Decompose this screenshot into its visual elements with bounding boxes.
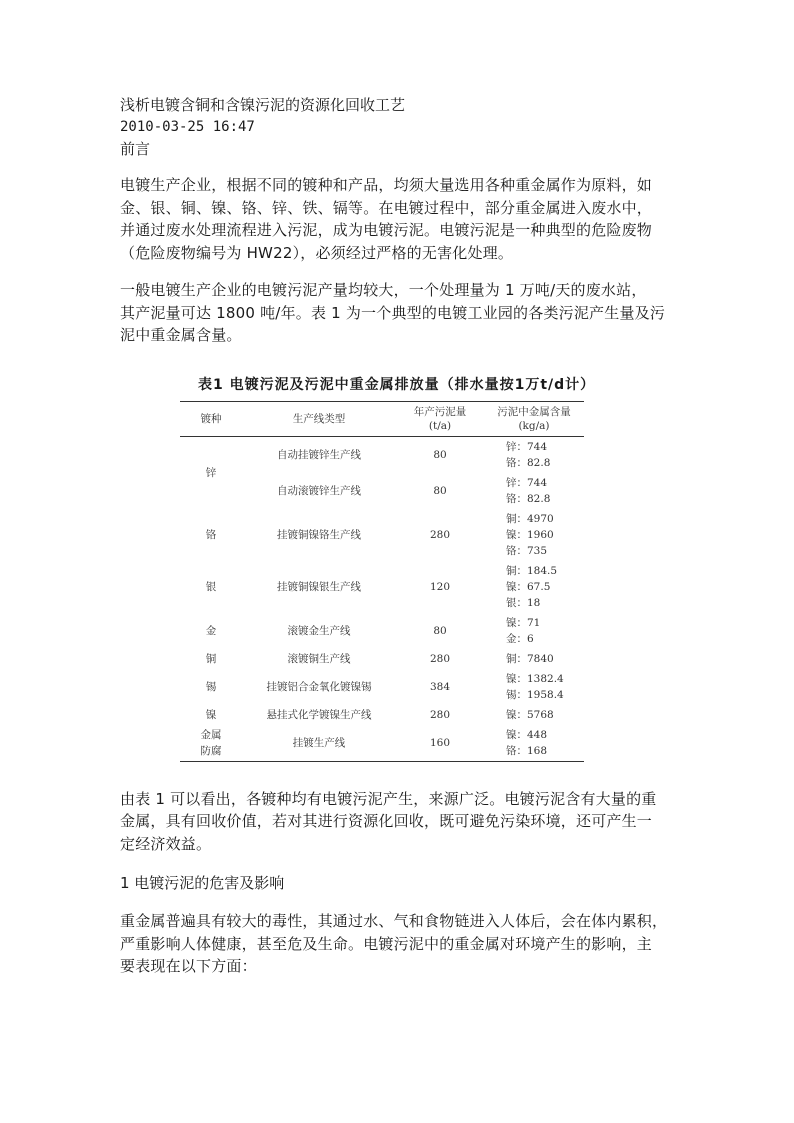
cell-plating: 银 <box>205 580 217 593</box>
cell-line-type: 挂镀铝合金氧化镀镍锡 <box>266 680 372 693</box>
paragraph-line: 金属，具有回收价值，若对其进行资源化回收，既可避免污染环境，还可产生一 <box>120 812 653 830</box>
header-sludge <box>396 401 484 436</box>
metal-entry: 镍：1960 <box>506 528 554 541</box>
paragraph-line: 电镀生产企业，根据不同的镀种和产品，均须大量选用各种重金属作为原料，如 <box>120 176 653 194</box>
cell-metal-content <box>484 561 584 613</box>
cell-metal-content <box>484 669 584 705</box>
paragraph-line: 严重影响人体健康，甚至危及生命。电镀污泥中的重金属对环境产生的影响，主 <box>120 934 653 953</box>
document-page <box>120 94 690 978</box>
metal-entry: 镍：448 <box>506 728 548 741</box>
cell-line-type: 挂镀生产线 <box>242 725 396 762</box>
metal-entry: 铬：168 <box>506 744 548 757</box>
paragraph-line: 一般电镀生产企业的电镀污泥产量均较大，一个处理量为 1 万吨/天的废水站， <box>120 281 647 299</box>
table-row <box>180 705 584 725</box>
metal-entry: 锌：744 <box>506 440 548 453</box>
metal-entry: 铜：4970 <box>506 512 554 525</box>
table-header-row <box>180 401 584 436</box>
paragraph-line: 金、银、铜、镍、铬、锌、铁、镉等。在电镀过程中，部分重金属进入废水中， <box>120 198 653 217</box>
cell-plating: 锌 <box>205 466 217 479</box>
cell-sludge: 384 <box>429 680 451 693</box>
table-body <box>180 436 584 761</box>
table-row <box>180 649 584 669</box>
paragraph-intro <box>120 174 690 264</box>
cell-metal-content <box>484 649 584 669</box>
table-row <box>180 613 584 649</box>
header-sludge-unit: (t/a) <box>428 419 452 432</box>
paragraph-hazards <box>120 910 690 978</box>
table-row <box>180 725 584 762</box>
metal-entry: 镍：1382.4 <box>506 672 564 685</box>
header-sludge-label: 年产污泥量 <box>413 405 467 418</box>
cell-line-type: 挂镀铜镍银生产线 <box>277 580 361 593</box>
cell-line-type: 自动挂镀锌生产线 <box>277 448 361 461</box>
cell-plating: 金 <box>205 624 217 637</box>
header-metal-label: 污泥中金属含量 <box>497 405 571 418</box>
article-datetime: 2010-03-25 16:47 <box>120 119 255 135</box>
article-title: 浅析电镀含铜和含镍污泥的资源化回收工艺 <box>120 96 406 114</box>
metal-entry: 铜：7840 <box>506 652 554 665</box>
section-heading: 1 电镀污泥的危害及影响 <box>120 874 285 892</box>
paragraph-line: 泥中重金属含量。 <box>120 326 242 344</box>
metal-entry: 银：18 <box>506 596 541 609</box>
paragraph-line: 并通过废水处理流程进入污泥，成为电镀污泥。电镀污泥是一种典型的危险废物 <box>120 221 653 239</box>
paragraph-line: 定经济效益。 <box>120 834 212 853</box>
cell-line-type: 悬挂式化学镀镍生产线 <box>266 708 372 721</box>
cell-metal-content <box>484 509 584 561</box>
table-row <box>180 561 584 613</box>
cell-metal-content <box>484 473 584 509</box>
paragraph-line: 由表 1 可以看出，各镀种均有电镀污泥产生，来源广泛。电镀污泥含有大量的重 <box>120 789 657 808</box>
cell-sludge: 80 <box>433 624 447 637</box>
cell-metal-content <box>484 705 584 725</box>
paragraph-line: 重金属普遍具有较大的毒性，其通过水、气和食物链进入人体后，会在体内累积， <box>120 912 668 930</box>
header-metal-unit: (kg/a) <box>518 419 550 432</box>
cell-sludge: 80 <box>433 484 447 497</box>
cell-sludge: 280 <box>429 708 451 721</box>
metal-entry: 铜：184.5 <box>506 564 558 577</box>
table-row <box>180 669 584 705</box>
cell-line-type: 自动滚镀锌生产线 <box>277 484 361 497</box>
cell-sludge: 280 <box>429 652 451 665</box>
header-plating: 镀种 <box>180 401 242 436</box>
metal-entry: 铬：82.8 <box>506 492 551 505</box>
cell-sludge: 280 <box>429 528 451 541</box>
table-row <box>180 436 584 473</box>
metal-entry: 铬：82.8 <box>506 456 551 469</box>
paragraph-line: 其产泥量可达 1800 吨/年。表 1 为一个典型的电镀工业园的各类污泥产生量及污 <box>120 303 666 322</box>
sludge-table <box>180 401 584 762</box>
cell-line-type: 滚镀铜生产线 <box>287 652 351 665</box>
cell-line-type: 滚镀金生产线 <box>287 624 351 637</box>
cell-plating: 铬 <box>205 528 217 541</box>
cell-plating: 铜 <box>205 652 217 665</box>
cell-plating: 金属 防腐 <box>180 725 242 762</box>
cell-sludge: 80 <box>433 448 447 461</box>
metal-entry: 镍：71 <box>506 616 541 629</box>
metal-entry: 锡：1958.4 <box>506 688 564 701</box>
cell-line-type: 挂镀铜镍铬生产线 <box>277 528 361 541</box>
cell-plating: 镍 <box>205 708 217 721</box>
cell-metal-content <box>484 725 584 762</box>
metal-entry: 金：6 <box>506 632 534 645</box>
cell-sludge: 160 <box>396 725 484 762</box>
cell-metal-content <box>484 436 584 473</box>
paragraph-line: 要表现在以下方面： <box>120 957 257 975</box>
table-row <box>180 509 584 561</box>
preface-heading: 前言 <box>120 140 151 158</box>
cell-metal-content <box>484 613 584 649</box>
metal-entry: 铬：735 <box>506 544 548 557</box>
paragraph-conclusion <box>120 788 690 856</box>
metal-entry: 镍：5768 <box>506 708 554 721</box>
metal-entry: 镍：67.5 <box>506 580 551 593</box>
paragraph-sludge-volume <box>120 279 690 347</box>
header-line-type: 生产线类型 <box>242 401 396 436</box>
table-caption: 表1 电镀污泥及污泥中重金属排放量（排水量按1万t/d计） <box>198 376 596 393</box>
metal-entry: 锌：744 <box>506 476 548 489</box>
paragraph-line: （危险废物编号为 HW22），必须经过严格的无害化处理。 <box>120 243 514 262</box>
cell-plating: 锡 <box>205 680 217 693</box>
header-metal <box>484 401 584 436</box>
table-figure <box>178 375 598 762</box>
cell-sludge: 120 <box>429 580 451 593</box>
